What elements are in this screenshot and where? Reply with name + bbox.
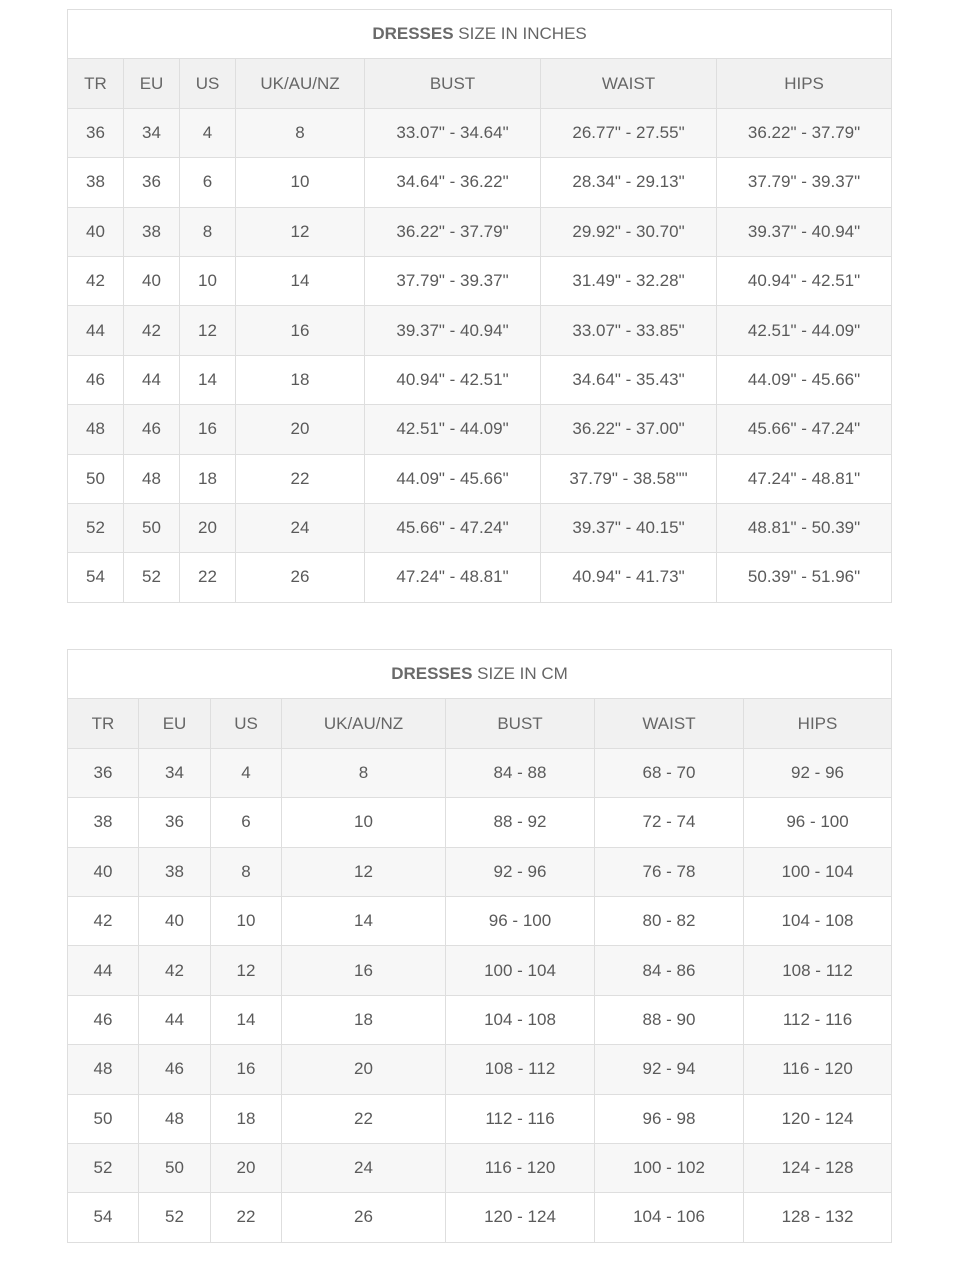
cell-uk-au-nz: 26 [236,553,365,602]
table-row [68,798,892,847]
cell-eu: 50 [139,1143,211,1192]
table-title-rest: SIZE IN CM [472,664,568,684]
cell-hips: 128 - 132 [744,1193,892,1242]
column-header-eu: EU [139,699,211,748]
cell-hips: 120 - 124 [744,1094,892,1143]
table-row [68,405,892,454]
cell-eu: 44 [139,995,211,1044]
cell-waist: 40.94" - 41.73" [541,553,717,602]
cell-waist: 34.64" - 35.43" [541,355,717,404]
cell-tr: 54 [68,1193,139,1242]
cell-waist: 96 - 98 [595,1094,744,1143]
table-title-bold: DRESSES [391,664,473,684]
cell-bust: 100 - 104 [446,946,595,995]
table-row [68,108,892,157]
table-row [68,896,892,945]
cell-eu: 42 [139,946,211,995]
table-body [68,748,892,1242]
cell-hips: 39.37" - 40.94" [717,207,892,256]
cell-us: 12 [180,306,236,355]
cell-tr: 48 [68,405,124,454]
table-row [68,256,892,305]
cell-eu: 44 [124,355,180,404]
cell-hips: 42.51" - 44.09" [717,306,892,355]
cell-bust: 104 - 108 [446,995,595,1044]
column-header-bust: BUST [365,59,541,108]
cell-hips: 96 - 100 [744,798,892,847]
table-row [68,1143,892,1192]
cell-tr: 44 [68,306,124,355]
cell-eu: 46 [124,405,180,454]
cell-waist: 92 - 94 [595,1045,744,1094]
cell-eu: 38 [139,847,211,896]
table-body [68,108,892,602]
cell-uk-au-nz: 20 [282,1045,446,1094]
cell-hips: 47.24" - 48.81" [717,454,892,503]
cell-eu: 52 [139,1193,211,1242]
cell-tr: 50 [68,454,124,503]
cell-uk-au-nz: 18 [236,355,365,404]
table-row [68,553,892,602]
column-header-bust: BUST [446,699,595,748]
table-row [68,454,892,503]
cell-waist: 88 - 90 [595,995,744,1044]
cell-uk-au-nz: 22 [236,454,365,503]
cell-hips: 37.79" - 39.37" [717,158,892,207]
column-header-tr: TR [68,699,139,748]
table-row [68,748,892,797]
cell-tr: 54 [68,553,124,602]
table-row [68,355,892,404]
cell-uk-au-nz: 8 [236,108,365,157]
column-header-hips: HIPS [744,699,892,748]
table-title-bold: DRESSES [372,24,454,44]
cell-waist: 80 - 82 [595,896,744,945]
cell-uk-au-nz: 14 [236,256,365,305]
cell-us: 18 [211,1094,282,1143]
cell-hips: 36.22" - 37.79" [717,108,892,157]
column-header-us: US [211,699,282,748]
cell-us: 6 [180,158,236,207]
cell-us: 16 [211,1045,282,1094]
cell-us: 10 [180,256,236,305]
cell-waist: 36.22" - 37.00" [541,405,717,454]
cell-us: 4 [211,748,282,797]
cell-uk-au-nz: 22 [282,1094,446,1143]
cell-bust: 39.37" - 40.94" [365,306,541,355]
cell-eu: 42 [124,306,180,355]
cell-tr: 46 [68,355,124,404]
cell-bust: 112 - 116 [446,1094,595,1143]
cell-hips: 112 - 116 [744,995,892,1044]
cell-uk-au-nz: 8 [282,748,446,797]
cell-waist: 72 - 74 [595,798,744,847]
cell-tr: 52 [68,1143,139,1192]
cell-us: 22 [180,553,236,602]
cell-tr: 38 [68,798,139,847]
cell-tr: 36 [68,108,124,157]
cell-us: 16 [180,405,236,454]
table-row [68,847,892,896]
cell-bust: 88 - 92 [446,798,595,847]
cell-hips: 100 - 104 [744,847,892,896]
cell-eu: 34 [139,748,211,797]
cell-eu: 36 [139,798,211,847]
column-header-tr: TR [68,59,124,108]
table-header-row [68,59,892,108]
cell-bust: 33.07" - 34.64" [365,108,541,157]
cell-us: 8 [211,847,282,896]
cell-hips: 104 - 108 [744,896,892,945]
cell-bust: 45.66" - 47.24" [365,503,541,552]
cell-bust: 36.22" - 37.79" [365,207,541,256]
cell-eu: 46 [139,1045,211,1094]
cell-bust: 37.79" - 39.37" [365,256,541,305]
cell-uk-au-nz: 26 [282,1193,446,1242]
cell-tr: 46 [68,995,139,1044]
column-header-waist: WAIST [595,699,744,748]
table-row [68,946,892,995]
cell-uk-au-nz: 24 [236,503,365,552]
table-row [68,306,892,355]
cell-waist: 76 - 78 [595,847,744,896]
cell-hips: 124 - 128 [744,1143,892,1192]
cell-bust: 40.94" - 42.51" [365,355,541,404]
cell-eu: 36 [124,158,180,207]
cell-uk-au-nz: 10 [236,158,365,207]
cell-waist: 33.07" - 33.85" [541,306,717,355]
column-header-hips: HIPS [717,59,892,108]
cell-bust: 47.24" - 48.81" [365,553,541,602]
cell-tr: 48 [68,1045,139,1094]
table-row [68,1045,892,1094]
cell-us: 14 [180,355,236,404]
table-title [68,650,892,699]
cell-eu: 34 [124,108,180,157]
cell-us: 6 [211,798,282,847]
cell-waist: 31.49" - 32.28" [541,256,717,305]
table-header-row [68,699,892,748]
cell-uk-au-nz: 10 [282,798,446,847]
cell-bust: 120 - 124 [446,1193,595,1242]
cell-waist: 100 - 102 [595,1143,744,1192]
table-row [68,1094,892,1143]
cell-eu: 52 [124,553,180,602]
cell-waist: 68 - 70 [595,748,744,797]
cell-uk-au-nz: 16 [236,306,365,355]
size-table-inches [67,9,892,603]
cell-uk-au-nz: 20 [236,405,365,454]
column-header-uk-au-nz: UK/AU/NZ [282,699,446,748]
cell-tr: 52 [68,503,124,552]
cell-tr: 50 [68,1094,139,1143]
cell-uk-au-nz: 24 [282,1143,446,1192]
column-header-uk-au-nz: UK/AU/NZ [236,59,365,108]
cell-waist: 104 - 106 [595,1193,744,1242]
cell-us: 8 [180,207,236,256]
cell-tr: 42 [68,896,139,945]
cell-bust: 84 - 88 [446,748,595,797]
cell-waist: 29.92" - 30.70" [541,207,717,256]
cell-tr: 36 [68,748,139,797]
cell-eu: 40 [124,256,180,305]
cell-hips: 40.94" - 42.51" [717,256,892,305]
size-table-cm [67,649,892,1243]
cell-us: 12 [211,946,282,995]
column-header-eu: EU [124,59,180,108]
cell-bust: 34.64" - 36.22" [365,158,541,207]
cell-us: 18 [180,454,236,503]
cell-uk-au-nz: 18 [282,995,446,1044]
table-row [68,1193,892,1242]
cell-hips: 108 - 112 [744,946,892,995]
cell-waist: 39.37" - 40.15" [541,503,717,552]
cell-hips: 50.39" - 51.96" [717,553,892,602]
cell-us: 10 [211,896,282,945]
cell-hips: 116 - 120 [744,1045,892,1094]
cell-uk-au-nz: 16 [282,946,446,995]
cell-hips: 48.81" - 50.39" [717,503,892,552]
cell-uk-au-nz: 14 [282,896,446,945]
cell-eu: 50 [124,503,180,552]
cell-waist: 37.79" - 38.58"" [541,454,717,503]
cell-eu: 48 [139,1094,211,1143]
cell-eu: 38 [124,207,180,256]
cell-waist: 28.34" - 29.13" [541,158,717,207]
table-row [68,995,892,1044]
cell-bust: 44.09" - 45.66" [365,454,541,503]
cell-us: 14 [211,995,282,1044]
cell-bust: 42.51" - 44.09" [365,405,541,454]
cell-tr: 40 [68,207,124,256]
cell-waist: 26.77" - 27.55" [541,108,717,157]
table-row [68,503,892,552]
cell-bust: 92 - 96 [446,847,595,896]
cell-hips: 92 - 96 [744,748,892,797]
cell-tr: 44 [68,946,139,995]
cell-us: 4 [180,108,236,157]
cell-bust: 116 - 120 [446,1143,595,1192]
cell-bust: 96 - 100 [446,896,595,945]
cell-uk-au-nz: 12 [282,847,446,896]
column-header-us: US [180,59,236,108]
cell-tr: 42 [68,256,124,305]
cell-hips: 44.09" - 45.66" [717,355,892,404]
cell-eu: 40 [139,896,211,945]
cell-waist: 84 - 86 [595,946,744,995]
table-row [68,158,892,207]
table-title [68,10,892,59]
cell-bust: 108 - 112 [446,1045,595,1094]
cell-us: 20 [211,1143,282,1192]
cell-us: 20 [180,503,236,552]
cell-uk-au-nz: 12 [236,207,365,256]
cell-tr: 40 [68,847,139,896]
cell-us: 22 [211,1193,282,1242]
column-header-waist: WAIST [541,59,717,108]
table-row [68,207,892,256]
table-title-rest: SIZE IN INCHES [453,24,587,44]
cell-hips: 45.66" - 47.24" [717,405,892,454]
cell-eu: 48 [124,454,180,503]
cell-tr: 38 [68,158,124,207]
